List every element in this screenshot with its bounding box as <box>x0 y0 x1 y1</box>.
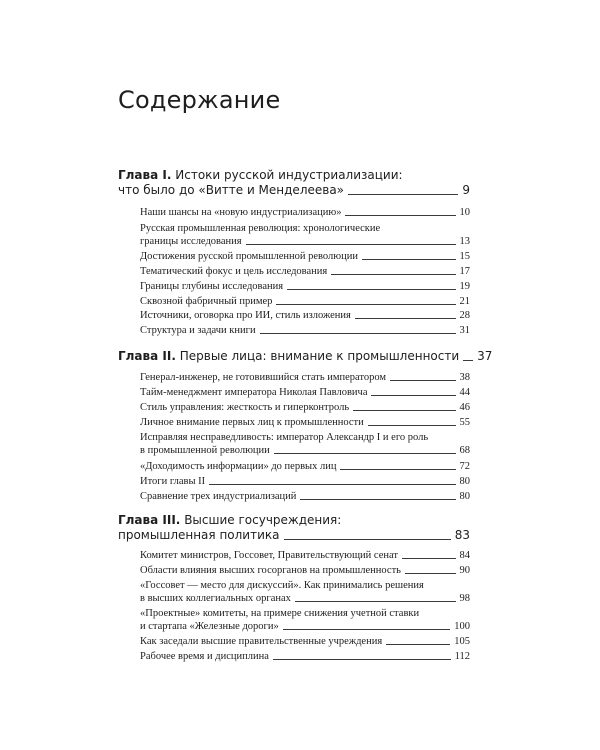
toc-entry[interactable] <box>140 222 470 248</box>
entry-title: Достижения русской промышленной революции <box>140 251 358 262</box>
entry-page: 105 <box>454 636 470 647</box>
leader-line <box>283 629 451 630</box>
toc-entry[interactable] <box>140 386 470 399</box>
chapter-2-title-group <box>118 349 459 364</box>
entry-page: 21 <box>459 296 470 307</box>
chapter-3-title-line1: Высшие госучреждения: <box>184 513 342 527</box>
leader-line <box>345 215 455 216</box>
toc-entry[interactable] <box>140 460 470 473</box>
leader-line <box>340 469 455 470</box>
entry-title: Источники, оговорка про ИИ, стиль изложения <box>140 310 351 321</box>
entry-title-line1: «Госсовет — место для дискуссий». Как принимались решения <box>140 580 424 591</box>
leader-line <box>362 259 456 260</box>
toc-entry[interactable] <box>140 416 470 429</box>
leader-line <box>287 289 455 290</box>
leader-line <box>260 333 456 334</box>
entry-title: Тайм-менеджмент императора Николая Павловича <box>140 387 368 398</box>
leader-line <box>355 318 456 319</box>
toc-entry[interactable] <box>140 431 470 457</box>
chapter-3-page: 83 <box>454 528 470 542</box>
leader-line <box>300 499 455 500</box>
leader-line <box>276 304 455 305</box>
toc-entry[interactable] <box>140 265 470 278</box>
leader-line <box>273 659 451 660</box>
entry-title: Тематический фокус и цель исследования <box>140 266 328 277</box>
entry-page: 112 <box>454 651 470 662</box>
chapter-1-title-line2: что было до «Витте и Менделеева» <box>118 183 345 197</box>
leader-line <box>331 274 455 275</box>
entry-page: 17 <box>459 266 470 277</box>
chapter-2-page: 37 <box>477 349 493 363</box>
entry-page: 100 <box>454 621 470 632</box>
leader-line <box>368 425 456 426</box>
toc-entry[interactable] <box>140 607 470 633</box>
entry-title-line2: и стартапа «Железные дороги» <box>140 621 279 632</box>
chapter-2-number: Глава II. <box>118 349 176 363</box>
entry-page: 80 <box>459 491 470 502</box>
entry-title: Структура и задачи книги <box>140 325 256 336</box>
chapter-3-heading[interactable] <box>118 513 470 543</box>
toc-entry[interactable] <box>140 309 470 322</box>
leader-line <box>386 644 450 645</box>
leader-line <box>353 410 455 411</box>
entry-page: 19 <box>459 281 470 292</box>
toc-entry[interactable] <box>140 650 470 663</box>
entry-title-line1: Русская промышленная революция: хронологические <box>140 223 381 234</box>
toc-entry[interactable] <box>140 490 470 503</box>
leader-line <box>390 380 455 381</box>
chapter-2-title-line1: Первые лица: внимание к промышленности <box>179 349 460 363</box>
entry-title: Сравнение трех индустриализаций <box>140 491 297 502</box>
entry-title: Границы глубины исследования <box>140 281 284 292</box>
entry-title: Комитет министров, Госсовет, Правительствующий сенат <box>140 550 398 561</box>
entry-page: 72 <box>459 461 470 472</box>
leader-line <box>246 244 456 245</box>
toc-entry[interactable] <box>140 579 470 605</box>
toc-entry[interactable] <box>140 549 470 562</box>
entry-page: 44 <box>459 387 470 398</box>
entry-page: 68 <box>459 445 470 456</box>
leader-line <box>284 539 451 540</box>
entry-page: 15 <box>459 251 470 262</box>
toc-entry[interactable] <box>140 371 470 384</box>
entry-page: 98 <box>459 593 470 604</box>
toc-entry[interactable] <box>140 250 470 263</box>
toc-entry[interactable] <box>140 206 470 219</box>
leader-line <box>405 573 456 574</box>
toc-entry[interactable] <box>140 324 470 337</box>
toc-entry[interactable] <box>140 635 470 648</box>
leader-line <box>209 484 455 485</box>
entry-page: 55 <box>459 417 470 428</box>
entry-page: 84 <box>459 550 470 561</box>
entry-title: «Доходимость информации» до первых лиц <box>140 461 337 472</box>
leader-line <box>348 194 458 195</box>
chapter-3-number: Глава III. <box>118 513 181 527</box>
entry-page: 28 <box>459 310 470 321</box>
entry-title-line2: границы исследования <box>140 236 242 247</box>
entry-page: 13 <box>459 236 470 247</box>
entry-title: Стиль управления: жесткость и гиперконтроль <box>140 402 350 413</box>
chapter-1-number: Глава I. <box>118 168 172 182</box>
entry-title: Итоги главы II <box>140 476 206 487</box>
entry-title: Области влияния высших госорганов на промышленность <box>140 565 401 576</box>
leader-line <box>463 360 473 361</box>
entry-title-line1: «Проектные» комитеты, на примере снижения учетной ставки <box>140 608 420 619</box>
toc-entry[interactable] <box>140 401 470 414</box>
toc-entry[interactable] <box>140 475 470 488</box>
chapter-2-heading[interactable] <box>118 349 493 364</box>
toc-entry[interactable] <box>140 280 470 293</box>
chapter-1-page: 9 <box>462 183 470 197</box>
entry-title: Как заседали высшие правительственные учреждения <box>140 636 383 647</box>
entry-page: 38 <box>459 372 470 383</box>
entry-title: Личное внимание первых лиц к промышленности <box>140 417 364 428</box>
entry-page: 80 <box>459 476 470 487</box>
entry-title: Наши шансы на «новую индустриализацию» <box>140 207 342 218</box>
leader-line <box>274 453 456 454</box>
entry-page: 46 <box>459 402 470 413</box>
leader-line <box>295 601 456 602</box>
entry-title: Рабочее время и дисциплина <box>140 651 269 662</box>
leader-line <box>371 395 455 396</box>
entry-page: 10 <box>459 207 470 218</box>
entry-title-line1: Исправляя несправедливость: император Александр I и его роль <box>140 432 429 443</box>
toc-entry[interactable] <box>140 295 470 308</box>
entry-page: 90 <box>459 565 470 576</box>
toc-entry[interactable] <box>140 564 470 577</box>
chapter-1-title-line1: Истоки русской индустриализации: <box>175 168 403 182</box>
entry-title: Сквозной фабричный пример <box>140 296 273 307</box>
leader-line <box>402 558 456 559</box>
entry-title-line2: в высших коллегиальных органах <box>140 593 291 604</box>
entry-page: 31 <box>459 325 470 336</box>
chapter-1-heading[interactable] <box>118 168 470 198</box>
entry-title: Генерал-инженер, не готовившийся стать императором <box>140 372 387 383</box>
entry-title-line2: в промышленной революции <box>140 445 270 456</box>
chapter-3-title-line2: промышленная политика <box>118 528 280 542</box>
page-title: Содержание <box>118 86 281 114</box>
